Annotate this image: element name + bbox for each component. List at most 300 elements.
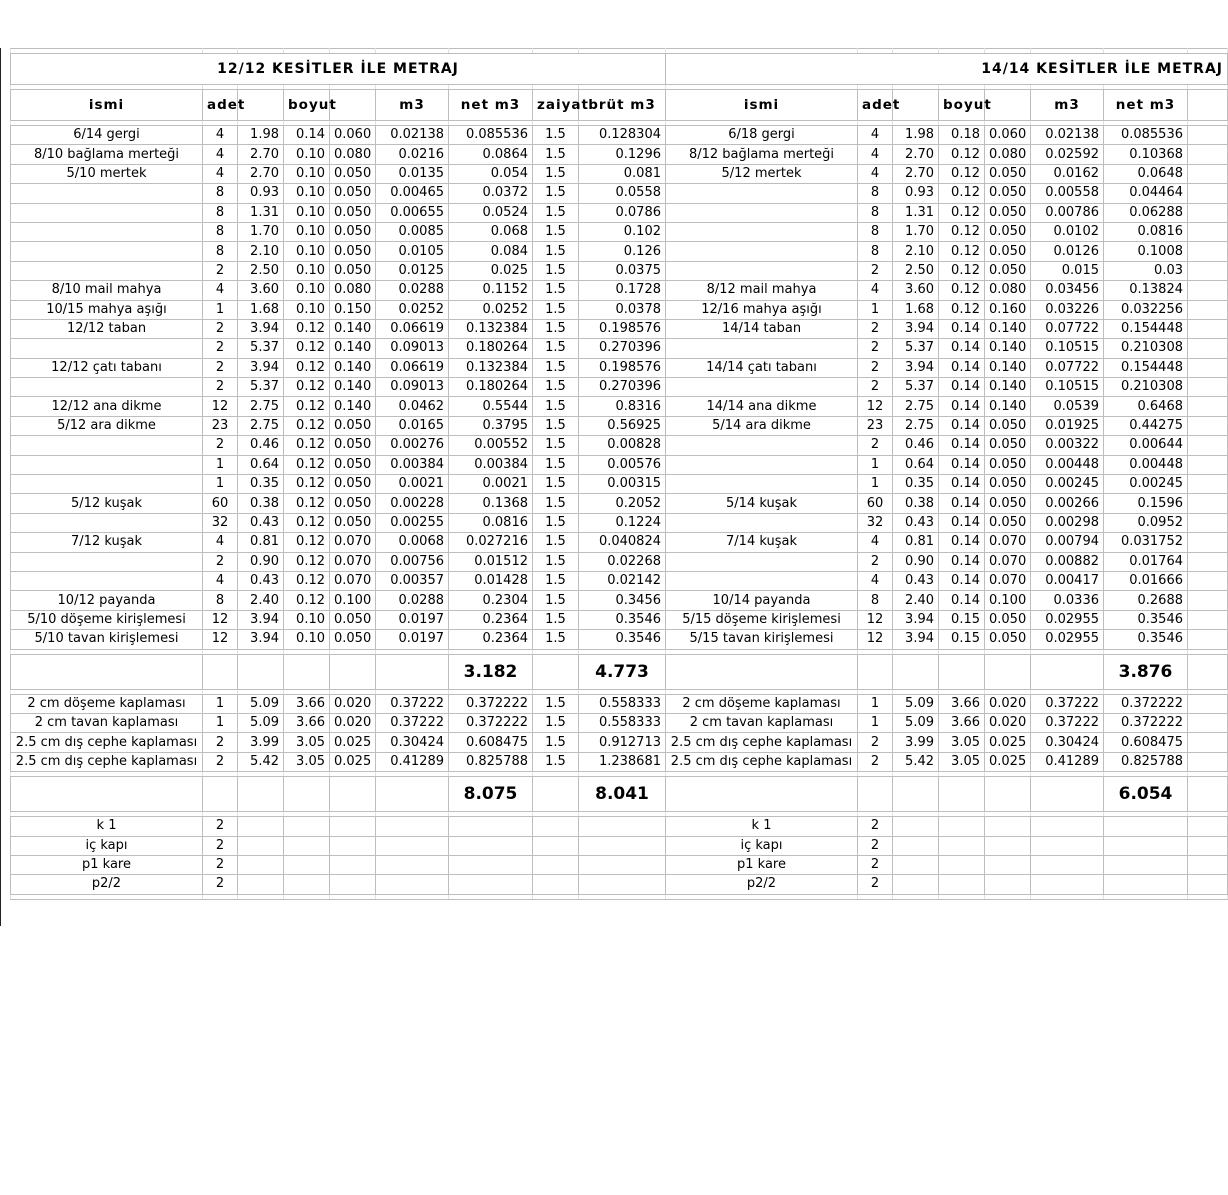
right-net-m3-cell: 0.00245 — [1104, 475, 1188, 494]
right-boyut-2-cell: 0.14 — [939, 571, 985, 590]
right-adet-cell: 2 — [858, 875, 893, 894]
right-m3-cell: 0.02138 — [1031, 126, 1104, 145]
empty-cell — [985, 855, 1031, 874]
right-boyut-1-cell: 0.38 — [893, 494, 939, 513]
empty-cell — [858, 894, 893, 899]
empty-cell — [203, 654, 238, 689]
left-adet-cell: 8 — [203, 203, 238, 222]
right-name-cell — [666, 222, 858, 241]
left-net-m3-cell: 0.1368 — [449, 494, 533, 513]
left-zaiyat-cell: 1.5 — [533, 533, 579, 552]
right-m3-cell: 0.41289 — [1031, 752, 1104, 771]
empty-cell — [376, 836, 449, 855]
right-m3-cell: 0.00245 — [1031, 475, 1104, 494]
left-boyut-3-cell: 0.080 — [330, 281, 376, 300]
empty-cell — [330, 654, 376, 689]
right-boyut-2-cell: 0.12 — [939, 281, 985, 300]
right-name-cell: 5/14 ara dikme — [666, 416, 858, 435]
empty-cell — [1031, 855, 1104, 874]
right-net-m3-cell: 0.825788 — [1104, 752, 1188, 771]
left-adet-cell: 12 — [203, 630, 238, 649]
right-adet-cell: 2 — [858, 358, 893, 377]
left-brut-m3-cell: 0.00315 — [579, 475, 666, 494]
right-boyut-2-cell: 0.12 — [939, 184, 985, 203]
left-m3-cell: 0.0216 — [376, 145, 449, 164]
left-zaiyat-cell: 1.5 — [533, 630, 579, 649]
right-net-m3-cell: 0.3546 — [1104, 610, 1188, 629]
left-net-m3-cell: 0.5544 — [449, 397, 533, 416]
right-adet-cell: 60 — [858, 494, 893, 513]
empty-cell — [449, 836, 533, 855]
table-row — [11, 733, 1228, 752]
right-adet-cell: 1 — [858, 455, 893, 474]
left-boyut-3-cell: 0.150 — [330, 300, 376, 319]
left-net-m3-cell: 0.0524 — [449, 203, 533, 222]
table-row — [11, 416, 1228, 435]
empty-cell — [579, 817, 666, 836]
empty-cell — [376, 777, 449, 812]
empty-cell — [1188, 733, 1228, 752]
left-boyut-2-cell: 0.12 — [284, 571, 330, 590]
empty-cell — [858, 777, 893, 812]
left-zaiyat-cell: 1.5 — [533, 222, 579, 241]
left-boyut-3-cell: 0.070 — [330, 552, 376, 571]
left-net-m3-cell: 0.825788 — [449, 752, 533, 771]
right-boyut-1-cell: 2.70 — [893, 164, 939, 183]
empty-cell — [1188, 300, 1228, 319]
right-m3-cell: 0.0539 — [1031, 397, 1104, 416]
right-boyut-1-cell: 0.46 — [893, 436, 939, 455]
right-net-m3-cell: 0.0648 — [1104, 164, 1188, 183]
left-adet-cell: 8 — [203, 184, 238, 203]
left-brut-m3-cell: 1.238681 — [579, 752, 666, 771]
left-net-total: 8.075 — [449, 777, 533, 812]
left-name-cell — [11, 455, 203, 474]
empty-cell — [579, 875, 666, 894]
left-boyut-3-cell: 0.050 — [330, 222, 376, 241]
empty-cell — [376, 817, 449, 836]
left-adet-cell: 8 — [203, 242, 238, 261]
left-name-cell: 6/14 gergi — [11, 126, 203, 145]
left-adet-cell: 32 — [203, 513, 238, 532]
right-net-total: 6.054 — [1104, 777, 1188, 812]
left-brut-m3-cell: 0.3456 — [579, 591, 666, 610]
right-name-cell: 2.5 cm dış cephe kaplaması — [666, 752, 858, 771]
metraj-table — [10, 48, 1228, 900]
right-name-cell: 14/14 ana dikme — [666, 397, 858, 416]
left-m3-cell: 0.0197 — [376, 630, 449, 649]
left-header-m3: m3 — [376, 90, 449, 121]
right-boyut-2-cell: 0.14 — [939, 475, 985, 494]
left-boyut-2-cell: 0.12 — [284, 397, 330, 416]
left-header-isim: ismi — [11, 90, 203, 121]
right-boyut-1-cell: 0.93 — [893, 184, 939, 203]
empty-cell — [238, 836, 284, 855]
left-name-cell: 2.5 cm dış cephe kaplaması — [11, 733, 203, 752]
right-net-m3-cell: 0.154448 — [1104, 319, 1188, 338]
left-brut-m3-cell: 0.558333 — [579, 694, 666, 713]
left-boyut-1-cell: 3.94 — [238, 358, 284, 377]
right-m3-cell: 0.00558 — [1031, 184, 1104, 203]
left-boyut-1-cell: 5.09 — [238, 694, 284, 713]
empty-cell — [1031, 894, 1104, 899]
left-brut-m3-cell: 0.198576 — [579, 319, 666, 338]
left-boyut-2-cell: 0.12 — [284, 358, 330, 377]
right-name-cell: 5/15 tavan kirişlemesi — [666, 630, 858, 649]
right-m3-cell: 0.10515 — [1031, 378, 1104, 397]
left-name-cell — [11, 475, 203, 494]
left-boyut-3-cell: 0.070 — [330, 571, 376, 590]
left-m3-cell: 0.00228 — [376, 494, 449, 513]
empty-cell — [1188, 126, 1228, 145]
right-boyut-3-cell: 0.100 — [985, 591, 1031, 610]
left-net-m3-cell: 0.084 — [449, 242, 533, 261]
left-m3-cell: 0.0288 — [376, 591, 449, 610]
table-row — [11, 855, 1228, 874]
empty-cell — [1188, 777, 1228, 812]
left-boyut-1-cell: 2.75 — [238, 416, 284, 435]
left-brut-m3-cell: 0.081 — [579, 164, 666, 183]
right-adet-cell: 2 — [858, 855, 893, 874]
empty-cell — [1188, 222, 1228, 241]
empty-cell — [893, 855, 939, 874]
right-adet-cell: 8 — [858, 222, 893, 241]
empty-cell — [1031, 654, 1104, 689]
right-adet-cell: 12 — [858, 630, 893, 649]
right-adet-cell: 2 — [858, 552, 893, 571]
right-name-cell: 7/14 kuşak — [666, 533, 858, 552]
left-net-m3-cell: 0.085536 — [449, 126, 533, 145]
left-boyut-2-cell: 0.12 — [284, 494, 330, 513]
empty-cell — [666, 777, 858, 812]
left-name-cell: 10/15 mahya aşığı — [11, 300, 203, 319]
right-boyut-2-cell: 0.14 — [939, 358, 985, 377]
right-net-m3-cell: 0.00644 — [1104, 436, 1188, 455]
left-name-cell: 12/12 ana dikme — [11, 397, 203, 416]
left-boyut-2-cell: 0.10 — [284, 242, 330, 261]
right-net-m3-cell: 0.03 — [1104, 261, 1188, 280]
title-row — [11, 54, 1228, 85]
left-m3-cell: 0.41289 — [376, 752, 449, 771]
right-m3-cell: 0.0102 — [1031, 222, 1104, 241]
left-m3-cell: 0.0085 — [376, 222, 449, 241]
right-name-cell: 5/14 kuşak — [666, 494, 858, 513]
empty-cell — [985, 875, 1031, 894]
left-name-cell — [11, 222, 203, 241]
left-boyut-3-cell: 0.060 — [330, 126, 376, 145]
left-zaiyat-cell: 1.5 — [533, 164, 579, 183]
right-header-adet: adet — [858, 90, 893, 121]
left-boyut-3-cell: 0.080 — [330, 145, 376, 164]
left-adet-cell: 2 — [203, 261, 238, 280]
left-brut-m3-cell: 0.126 — [579, 242, 666, 261]
left-brut-m3-cell: 0.0375 — [579, 261, 666, 280]
table-row — [11, 222, 1228, 241]
left-zaiyat-cell: 1.5 — [533, 339, 579, 358]
right-boyut-1-cell: 0.43 — [893, 571, 939, 590]
left-zaiyat-cell: 1.5 — [533, 319, 579, 338]
left-name-cell — [11, 436, 203, 455]
table-row — [11, 630, 1228, 649]
left-brut-m3-cell: 0.02142 — [579, 571, 666, 590]
left-brut-m3-cell: 0.00576 — [579, 455, 666, 474]
right-boyut-3-cell: 0.050 — [985, 436, 1031, 455]
empty-cell — [579, 894, 666, 899]
left-header-net: net m3 — [449, 90, 533, 121]
right-boyut-2-cell: 0.14 — [939, 436, 985, 455]
right-adet-cell: 23 — [858, 416, 893, 435]
left-net-m3-cell: 0.00384 — [449, 455, 533, 474]
empty-cell — [939, 654, 985, 689]
left-adet-cell: 2 — [203, 836, 238, 855]
left-net-m3-cell: 0.608475 — [449, 733, 533, 752]
right-adet-cell: 4 — [858, 145, 893, 164]
left-m3-cell: 0.0197 — [376, 610, 449, 629]
right-name-cell — [666, 513, 858, 532]
right-boyut-2-cell: 0.14 — [939, 378, 985, 397]
left-header-adet: adet — [203, 90, 238, 121]
right-boyut-2-cell: 0.14 — [939, 591, 985, 610]
left-adet-cell: 4 — [203, 126, 238, 145]
total-row — [11, 654, 1228, 689]
empty-cell — [376, 855, 449, 874]
empty-cell — [1031, 817, 1104, 836]
left-adet-cell: 2 — [203, 817, 238, 836]
left-boyut-1-cell: 2.70 — [238, 145, 284, 164]
right-name-cell — [666, 571, 858, 590]
left-zaiyat-cell: 1.5 — [533, 126, 579, 145]
left-net-total: 3.182 — [449, 654, 533, 689]
left-name-cell — [11, 571, 203, 590]
right-name-cell: p1 kare — [666, 855, 858, 874]
left-name-cell — [11, 378, 203, 397]
left-net-m3-cell: 0.0864 — [449, 145, 533, 164]
left-zaiyat-cell: 1.5 — [533, 610, 579, 629]
empty-cell — [893, 654, 939, 689]
left-boyut-1-cell: 1.70 — [238, 222, 284, 241]
empty-cell — [11, 894, 203, 899]
table-row — [11, 281, 1228, 300]
left-boyut-2-cell: 0.12 — [284, 319, 330, 338]
left-net-m3-cell: 0.01512 — [449, 552, 533, 571]
right-m3-cell: 0.00448 — [1031, 455, 1104, 474]
empty-cell — [330, 836, 376, 855]
right-m3-cell: 0.00322 — [1031, 436, 1104, 455]
left-brut-m3-cell: 0.102 — [579, 222, 666, 241]
empty-cell — [985, 817, 1031, 836]
empty-cell — [1188, 339, 1228, 358]
left-boyut-3-cell: 0.070 — [330, 533, 376, 552]
left-name-cell: 10/12 payanda — [11, 591, 203, 610]
left-boyut-1-cell: 0.64 — [238, 455, 284, 474]
left-m3-cell: 0.02138 — [376, 126, 449, 145]
right-adet-cell: 12 — [858, 610, 893, 629]
left-m3-cell: 0.00276 — [376, 436, 449, 455]
empty-cell — [1188, 203, 1228, 222]
left-name-cell: 12/12 taban — [11, 319, 203, 338]
empty-cell — [238, 894, 284, 899]
right-boyut-2-cell: 3.66 — [939, 713, 985, 732]
left-m3-cell: 0.06619 — [376, 319, 449, 338]
empty-cell — [1031, 875, 1104, 894]
right-name-cell: 5/15 döşeme kirişlemesi — [666, 610, 858, 629]
left-name-cell: p1 kare — [11, 855, 203, 874]
empty-cell — [939, 875, 985, 894]
left-net-m3-cell: 0.180264 — [449, 339, 533, 358]
left-adet-cell: 23 — [203, 416, 238, 435]
right-net-m3-cell: 0.372222 — [1104, 713, 1188, 732]
left-adet-cell: 2 — [203, 552, 238, 571]
right-adet-cell: 2 — [858, 752, 893, 771]
empty-cell — [1188, 436, 1228, 455]
left-zaiyat-cell: 1.5 — [533, 300, 579, 319]
right-boyut-3-cell: 0.140 — [985, 319, 1031, 338]
left-zaiyat-cell: 1.5 — [533, 436, 579, 455]
empty-cell — [284, 875, 330, 894]
right-name-cell: k 1 — [666, 817, 858, 836]
left-boyut-3-cell: 0.140 — [330, 319, 376, 338]
right-net-m3-cell: 0.0816 — [1104, 222, 1188, 241]
left-net-m3-cell: 0.068 — [449, 222, 533, 241]
empty-cell — [893, 875, 939, 894]
empty-cell — [939, 836, 985, 855]
empty-cell — [330, 855, 376, 874]
left-m3-cell: 0.0125 — [376, 261, 449, 280]
left-brut-m3-cell: 0.270396 — [579, 378, 666, 397]
table-row — [11, 164, 1228, 183]
left-name-cell: 5/10 mertek — [11, 164, 203, 183]
left-net-m3-cell: 0.0021 — [449, 475, 533, 494]
left-adet-cell: 4 — [203, 533, 238, 552]
left-net-m3-cell: 0.372222 — [449, 694, 533, 713]
right-boyut-1-cell: 5.37 — [893, 378, 939, 397]
left-boyut-2-cell: 0.10 — [284, 145, 330, 164]
right-name-cell — [666, 203, 858, 222]
left-brut-m3-cell: 0.0558 — [579, 184, 666, 203]
table-row — [11, 494, 1228, 513]
empty-cell — [1188, 90, 1228, 121]
right-adet-cell: 1 — [858, 300, 893, 319]
right-boyut-3-cell: 0.050 — [985, 610, 1031, 629]
left-boyut-1-cell: 0.90 — [238, 552, 284, 571]
right-boyut-2-cell: 0.14 — [939, 533, 985, 552]
empty-cell — [11, 777, 203, 812]
table-row — [11, 571, 1228, 590]
left-zaiyat-cell: 1.5 — [533, 552, 579, 571]
right-boyut-3-cell: 0.070 — [985, 552, 1031, 571]
right-name-cell: 2 cm döşeme kaplaması — [666, 694, 858, 713]
right-net-m3-cell: 0.01666 — [1104, 571, 1188, 590]
left-m3-cell: 0.0165 — [376, 416, 449, 435]
right-adet-cell: 8 — [858, 184, 893, 203]
left-zaiyat-cell: 1.5 — [533, 694, 579, 713]
left-m3-cell: 0.0105 — [376, 242, 449, 261]
right-net-m3-cell: 0.210308 — [1104, 339, 1188, 358]
empty-cell — [893, 836, 939, 855]
right-name-cell — [666, 455, 858, 474]
left-boyut-2-cell: 0.12 — [284, 339, 330, 358]
empty-cell — [1188, 875, 1228, 894]
right-net-m3-cell: 0.0952 — [1104, 513, 1188, 532]
table-row — [11, 475, 1228, 494]
right-boyut-2-cell: 0.18 — [939, 126, 985, 145]
right-boyut-3-cell: 0.050 — [985, 203, 1031, 222]
right-boyut-1-cell: 3.94 — [893, 610, 939, 629]
left-net-m3-cell: 0.054 — [449, 164, 533, 183]
right-adet-cell: 2 — [858, 836, 893, 855]
left-boyut-1-cell: 0.46 — [238, 436, 284, 455]
right-name-cell: 8/12 bağlama merteği — [666, 145, 858, 164]
right-boyut-2-cell: 3.05 — [939, 733, 985, 752]
empty-cell — [376, 654, 449, 689]
right-m3-cell: 0.00298 — [1031, 513, 1104, 532]
empty-cell — [1188, 319, 1228, 338]
right-boyut-3-cell: 0.050 — [985, 416, 1031, 435]
empty-cell — [284, 654, 330, 689]
left-boyut-3-cell: 0.050 — [330, 261, 376, 280]
right-m3-cell: 0.0126 — [1031, 242, 1104, 261]
empty-cell — [893, 777, 939, 812]
left-boyut-1-cell: 3.60 — [238, 281, 284, 300]
right-boyut-2-cell: 0.14 — [939, 319, 985, 338]
left-adet-cell: 1 — [203, 475, 238, 494]
right-adet-cell: 2 — [858, 319, 893, 338]
right-boyut-3-cell: 0.050 — [985, 475, 1031, 494]
table-row — [11, 436, 1228, 455]
left-boyut-3-cell: 0.050 — [330, 436, 376, 455]
right-net-m3-cell: 0.210308 — [1104, 378, 1188, 397]
right-adet-cell: 4 — [858, 533, 893, 552]
left-name-cell — [11, 203, 203, 222]
left-brut-total: 8.041 — [579, 777, 666, 812]
left-name-cell: 8/10 mail mahya — [11, 281, 203, 300]
left-brut-m3-cell: 0.02268 — [579, 552, 666, 571]
left-brut-m3-cell: 0.3546 — [579, 610, 666, 629]
table-row — [11, 836, 1228, 855]
left-adet-cell: 12 — [203, 610, 238, 629]
right-net-m3-cell: 0.1596 — [1104, 494, 1188, 513]
left-name-cell — [11, 513, 203, 532]
left-boyut-2-cell: 0.10 — [284, 281, 330, 300]
right-boyut-3-cell: 0.025 — [985, 752, 1031, 771]
left-m3-cell: 0.00255 — [376, 513, 449, 532]
right-boyut-1-cell: 2.70 — [893, 145, 939, 164]
empty-cell — [533, 875, 579, 894]
right-boyut-2-cell: 0.14 — [939, 397, 985, 416]
right-m3-cell: 0.0336 — [1031, 591, 1104, 610]
left-boyut-2-cell: 3.66 — [284, 694, 330, 713]
left-boyut-2-cell: 0.10 — [284, 261, 330, 280]
left-m3-cell: 0.0288 — [376, 281, 449, 300]
right-adet-cell: 2 — [858, 733, 893, 752]
right-adet-cell: 4 — [858, 281, 893, 300]
right-adet-cell: 1 — [858, 713, 893, 732]
right-boyut-1-cell: 1.70 — [893, 222, 939, 241]
left-brut-m3-cell: 0.128304 — [579, 126, 666, 145]
table-row — [11, 552, 1228, 571]
right-m3-cell: 0.00882 — [1031, 552, 1104, 571]
right-adet-cell: 8 — [858, 203, 893, 222]
left-net-m3-cell: 0.180264 — [449, 378, 533, 397]
empty-cell — [1188, 184, 1228, 203]
right-boyut-1-cell: 0.64 — [893, 455, 939, 474]
left-zaiyat-cell: 1.5 — [533, 203, 579, 222]
right-boyut-3-cell: 0.025 — [985, 733, 1031, 752]
left-boyut-3-cell: 0.140 — [330, 339, 376, 358]
right-boyut-2-cell: 3.05 — [939, 752, 985, 771]
table-row — [11, 455, 1228, 474]
right-boyut-1-cell: 2.75 — [893, 397, 939, 416]
